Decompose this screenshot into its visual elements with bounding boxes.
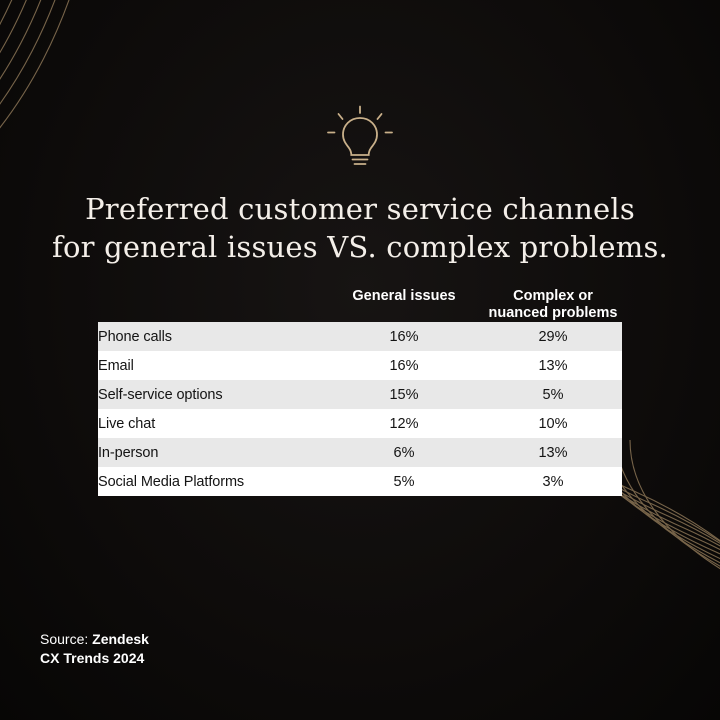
table-row	[98, 409, 622, 438]
row-label: Live chat	[98, 409, 324, 438]
row-label: Self-service options	[98, 380, 324, 409]
table-row	[98, 380, 622, 409]
column-header-channel	[98, 288, 324, 322]
table-row	[98, 351, 622, 380]
row-value-general: 6%	[324, 438, 484, 467]
row-value-general: 16%	[324, 351, 484, 380]
column-header-general-issues: General issues	[352, 288, 456, 304]
row-label: Social Media Platforms	[98, 467, 324, 496]
row-value-complex: 10%	[484, 409, 622, 438]
row-value-general: 12%	[324, 409, 484, 438]
title-line-2: for general issues VS. complex problems.	[52, 230, 668, 264]
table-body	[98, 322, 622, 496]
source-line-1	[40, 630, 149, 649]
row-value-general: 5%	[324, 467, 484, 496]
table-head	[98, 288, 622, 322]
source-report: CX Trends 2024	[40, 650, 145, 666]
table-row	[98, 438, 622, 467]
row-label: Phone calls	[98, 322, 324, 351]
table-header-row	[98, 288, 622, 322]
data-table-wrap	[98, 288, 622, 496]
row-label: Email	[98, 351, 324, 380]
title-line-1: Preferred customer service channels	[85, 192, 635, 226]
row-value-complex: 3%	[484, 467, 622, 496]
row-value-general: 15%	[324, 380, 484, 409]
lightbulb-icon	[320, 104, 400, 176]
page-title	[0, 190, 720, 266]
table-row	[98, 467, 622, 496]
source-prefix: Source:	[40, 631, 93, 647]
row-value-complex: 5%	[484, 380, 622, 409]
data-table	[98, 288, 622, 496]
table-row	[98, 322, 622, 351]
row-value-complex: 13%	[484, 438, 622, 467]
row-value-general: 16%	[324, 322, 484, 351]
column-header-complex-problems: Complex or nuanced problems	[488, 288, 618, 321]
row-value-complex: 13%	[484, 351, 622, 380]
row-value-complex: 29%	[484, 322, 622, 351]
row-label: In-person	[98, 438, 324, 467]
source-credit	[40, 630, 149, 668]
source-brand: Zendesk	[92, 631, 149, 647]
lightbulb-icon-wrap	[0, 104, 720, 181]
